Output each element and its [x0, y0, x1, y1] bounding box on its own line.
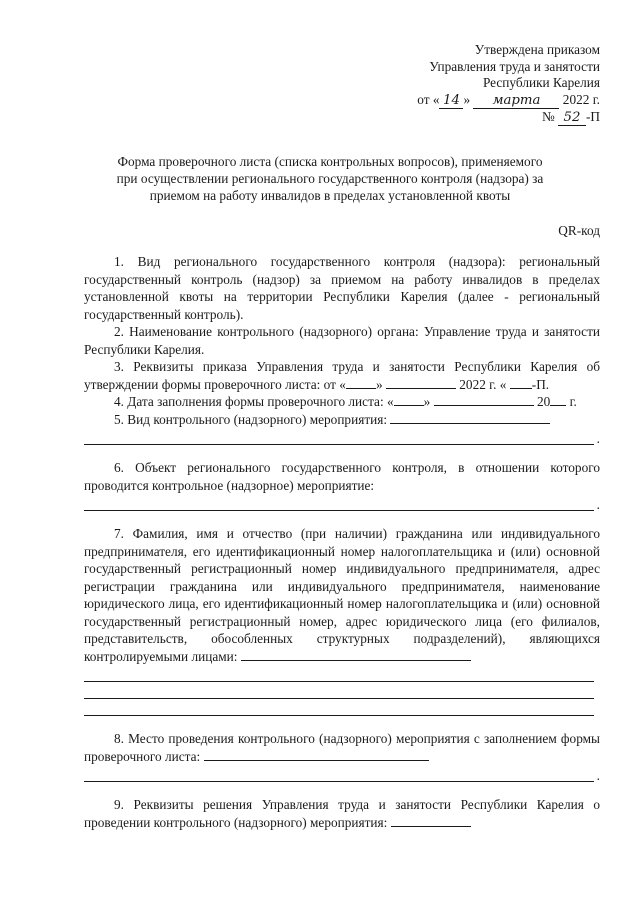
approval-line-3: Республики Карелия	[482, 75, 600, 90]
form-title: Форма проверочного листа (списка контрольных вопросов), применяемого при осуществлении регионального государственного контроля (надзора) за приемом на работу инвалидов в пределах установленной квоты	[116, 154, 544, 203]
approval-line-2: Управления труда и занятости	[429, 58, 600, 74]
qr-code-label: QR-код	[558, 223, 600, 238]
item-5: 5. Вид контрольного (надзорного) мероприятия:	[84, 411, 600, 429]
blank-line[interactable]	[84, 699, 594, 716]
item-6: 6. Объект регионального государственного контроля, в отношении которого проводится контрольное (надзорное) мероприятие:	[84, 460, 600, 493]
item-1: 1. Вид регионального государственного контроля (надзора): региональный государственный контроль (надзор) за приемом на работу инвалидов в пределах установленной квоты на территории Республики Карелия (далее - региональный государственный контроль).	[84, 254, 600, 322]
blank-line[interactable]	[84, 428, 594, 445]
item-4: 4. Дата заполнения формы проверочного листа: « » 20 г.	[114, 394, 577, 409]
blank-fill-day[interactable]	[394, 393, 424, 406]
approval-date: от « 14 » марта 2022 г.	[417, 91, 600, 108]
approval-line-1: Утверждена приказом	[474, 42, 600, 57]
form-body	[84, 253, 600, 831]
blank-line[interactable]	[84, 494, 594, 511]
blank-line[interactable]	[84, 682, 594, 699]
blank-event-type[interactable]	[390, 411, 550, 424]
blank-line[interactable]	[84, 765, 594, 782]
handwritten-day: 14	[439, 94, 463, 109]
handwritten-order-number: 52	[558, 111, 586, 126]
blank-day[interactable]	[346, 376, 376, 389]
item-2: 2. Наименование контрольного (надзорного) органа: Управление труда и занятости Республики Карелия.	[84, 324, 600, 357]
handwritten-month: марта	[473, 94, 559, 109]
blank-controlled-persons[interactable]	[241, 648, 471, 661]
item-3: 3. Реквизиты приказа Управления труда и занятости Республики Карелия об утверждении формы проверочного листа: от « » 2022 г. « -П.	[84, 359, 600, 392]
item-9: 9. Реквизиты решения Управления труда и занятости Республики Карелия о проведении контрольного (надзорного) мероприятия:	[84, 797, 600, 830]
blank-month[interactable]	[386, 376, 456, 389]
approval-stamp	[417, 42, 600, 126]
blank-decision-details[interactable]	[391, 814, 471, 827]
blank-place[interactable]	[204, 748, 429, 761]
item-7: 7. Фамилия, имя и отчество (при наличии) гражданина или индивидуального предпринимателя, его идентификационный номер налогоплательщика и (или) основной государственный регистрационный номер индивидуального предпринимателя, адрес регистрации гражданина или индивидуального предпринимателя, наименование юридического лица, его идентификационный номер налогоплательщика и (или) основной государственный регистрационный номер, адрес юридического лица (его филиалов, представительств, обособленных структурных подразделений), являющихся контролируемыми лицами:	[84, 526, 600, 664]
item-8: 8. Место проведения контрольного (надзорного) мероприятия с заполнением формы проверочного листа:	[84, 731, 600, 764]
blank-line[interactable]	[84, 665, 594, 682]
blank-order-number[interactable]	[510, 376, 532, 389]
blank-fill-month[interactable]	[434, 393, 534, 406]
approval-number: № 52 -П	[541, 108, 600, 125]
blank-fill-year[interactable]	[550, 393, 566, 406]
